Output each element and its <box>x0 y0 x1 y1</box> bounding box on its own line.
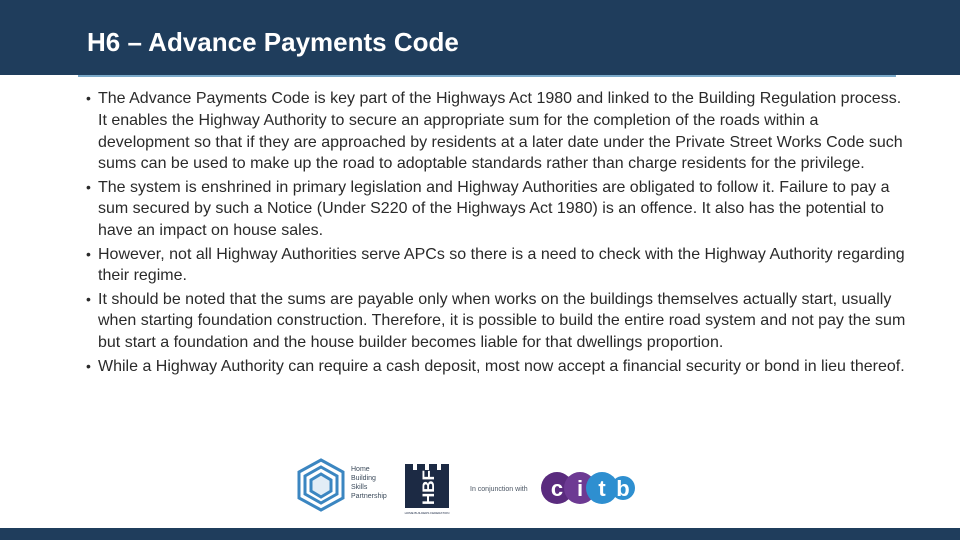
bullet-item <box>86 289 906 354</box>
partner-logos <box>295 458 635 516</box>
bullet-dot-icon: • <box>86 290 91 307</box>
conjunction-text: In conjunction with <box>470 486 528 493</box>
citb-letter: c <box>550 476 564 501</box>
citb-letter: t <box>598 476 606 501</box>
bullet-dot-icon: • <box>86 90 91 106</box>
citb-logo <box>541 472 635 504</box>
hbf-logo <box>405 464 450 515</box>
bullet-list <box>86 88 906 379</box>
bullet-item <box>86 177 906 242</box>
hbsp-line: Home <box>351 466 370 473</box>
bullet-text: The system is enshrined in primary legislation and Highway Authorities are obligated to follow it. Failure to pay a sum secured by such a Notice (Under S220 of the Highways Act 1980) is an offence. It also has the potential to have an impact on house sales. <box>98 178 890 240</box>
hbsp-line: Skills <box>351 484 368 491</box>
bullet-text: The Advance Payments Code is key part of the Highways Act 1980 and linked to the Building Regulation process. It enables the Highway Authority to secure an appropriate sum for the completion of the roads within a development so that if they are approached by residents at a later date under the Private Street Works Code such sums can be used to make up the road to adoptable standards rather than charge residents for the privilege. <box>98 90 903 173</box>
hbsp-logo <box>299 460 387 510</box>
bullet-item <box>86 244 906 288</box>
bullet-item <box>86 88 906 175</box>
bullet-text: While a Highway Authority can require a cash deposit, most now accept a financial security or bond in lieu thereof. <box>98 357 905 375</box>
slide-title: H6 – Advance Payments Code <box>87 27 459 57</box>
header-divider <box>78 75 896 77</box>
header-band <box>0 0 960 75</box>
bullet-dot-icon: • <box>86 357 91 374</box>
hexagon-logo-icon <box>299 460 343 510</box>
bullet-text: However, not all Highway Authorities serve APCs so there is a need to check with the Highway Authority regarding their regime. <box>98 245 905 285</box>
hbsp-line: Partnership <box>351 493 387 500</box>
hbsp-line: Building <box>351 475 376 482</box>
hbf-subtext: HOME BUILDERS FEDERATION <box>404 511 450 515</box>
bullet-dot-icon: • <box>86 178 91 195</box>
bullet-dot-icon: • <box>86 245 91 262</box>
citb-letter: b <box>616 476 630 501</box>
hbf-text: HBF <box>419 470 438 505</box>
footer-bar <box>0 528 960 540</box>
bullet-text: It should be noted that the sums are payable only when works on the buildings themselves actually start, usually when starting foundation construction. Therefore, it is possible to build the entire road system and not pay the sum but start a foundation and the house builder becomes liable for that dwellings proportion. <box>98 290 906 352</box>
bullet-item <box>86 356 906 378</box>
citb-letter: i <box>576 476 584 501</box>
